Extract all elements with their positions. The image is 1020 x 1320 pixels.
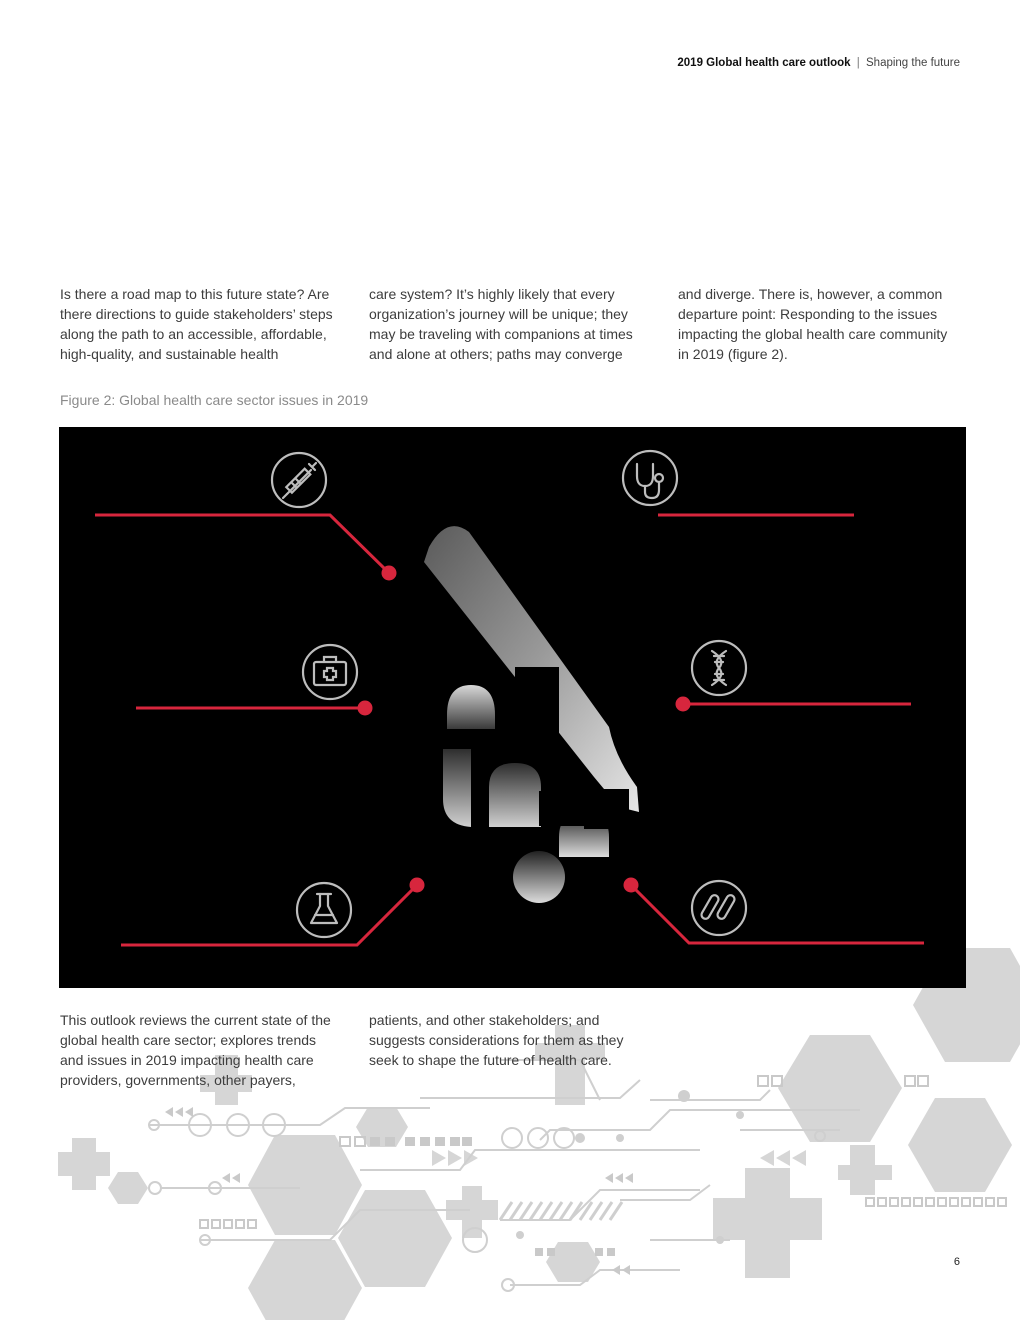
cross-deco — [838, 1145, 892, 1195]
header-separator: | — [856, 57, 860, 69]
central-graphic — [424, 526, 639, 903]
hexagon-deco — [108, 1172, 148, 1204]
figure-2 — [59, 427, 966, 988]
syringe-icon — [272, 453, 326, 507]
page-number: 6 — [953, 1256, 960, 1268]
connector-top-left — [95, 515, 389, 573]
hexagon-deco — [908, 1098, 1012, 1192]
header-subtitle: Shaping the future — [866, 57, 960, 69]
test-tubes-icon — [692, 881, 746, 935]
intro-column-2: care system? It’s highly likely that every organization’s journey will be unique; they may be traveling with companions at times and alone at others; paths may converge — [369, 286, 633, 362]
connector-dot-bottom-left — [410, 878, 425, 893]
intro-column-1: Is there a road map to this future state? Are there directions to guide stakeholders’ steps along the path to an accessible, affordable, high-quality, and sustainable health — [60, 286, 333, 362]
stethoscope-icon — [623, 451, 677, 505]
cross-deco — [446, 1186, 498, 1238]
figure-caption: Figure 2: Global health care sector issues in 2019 — [60, 392, 369, 408]
intro-text — [60, 284, 960, 364]
hexagon-deco — [338, 1190, 452, 1287]
outro-column-2: patients, and other stakeholders; and suggests considerations for them as they seek to shape the future of health care. — [369, 1012, 624, 1068]
connector-bottom-left — [121, 885, 417, 945]
figure-graphic — [59, 427, 966, 988]
hexagon-deco — [356, 1107, 408, 1147]
hexagon-deco — [248, 1240, 362, 1320]
cross-deco — [713, 1168, 822, 1278]
dna-icon — [692, 641, 746, 695]
cross-deco — [58, 1138, 110, 1190]
connector-dot-mid-left — [358, 701, 373, 716]
hexagon-deco — [248, 1135, 362, 1235]
outro-column-1: This outlook reviews the current state of the global health care sector; explores trends and issues in 2019 impacting health care providers, governments, other payers, — [60, 1012, 331, 1088]
intro-column-3: and diverge. There is, however, a common departure point: Responding to the issues impacting the global health care community in 2019 (figure 2). — [678, 286, 948, 362]
header-title: 2019 Global health care outlook — [677, 57, 851, 69]
first-aid-kit-icon — [303, 645, 357, 699]
decorative-circuit-background — [0, 940, 1020, 1320]
connector-dot-top-left — [382, 566, 397, 581]
flask-icon — [297, 883, 351, 937]
connector-dot-mid-right — [676, 697, 691, 712]
outro-text — [60, 1010, 960, 1090]
connector-bottom-right — [631, 885, 924, 943]
running-header — [677, 57, 960, 69]
connector-dot-bottom-right — [624, 878, 639, 893]
